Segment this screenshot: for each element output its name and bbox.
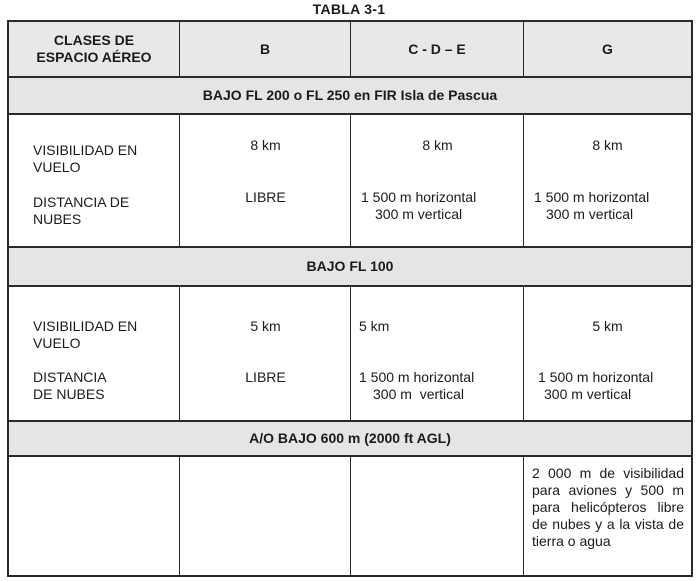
label-cell xyxy=(9,287,180,420)
visibility-value: 5 km xyxy=(359,318,390,334)
cloud-distance-label: DISTANCIA DE NUBES xyxy=(33,194,130,227)
section-band: BAJO FL 100 xyxy=(9,248,691,287)
visibility-note: 2 000 m de visibilidad para aviones y 500 m para helicópteros libre de nubes y a la vista de tierra o agua xyxy=(532,465,684,549)
empty-cell xyxy=(351,457,524,575)
visibility-label: VISIBILIDAD EN VUELO xyxy=(33,318,138,351)
visibility-value: 5 km xyxy=(250,318,281,334)
section-band: A/O BAJO 600 m (2000 ft AGL) xyxy=(9,422,691,457)
table-row xyxy=(9,115,691,248)
visibility-value: 8 km xyxy=(250,137,281,153)
visibility-value: 8 km xyxy=(422,137,453,153)
class-b-cell xyxy=(180,287,351,420)
cloud-distance-value: 1 500 m horizontal 300 m vertical xyxy=(538,369,654,402)
class-g-cell xyxy=(524,287,691,420)
visibility-label: VISIBILIDAD EN VUELO xyxy=(33,142,138,175)
class-cde-cell xyxy=(351,115,524,246)
table-row xyxy=(9,457,691,575)
header-cell-g: G xyxy=(602,40,613,57)
class-g-cell xyxy=(524,457,691,575)
empty-cell xyxy=(180,457,351,575)
table-row xyxy=(9,287,691,422)
header-line: ESPACIO AÉREO xyxy=(36,49,152,65)
header-line: CLASES DE xyxy=(53,32,135,48)
visibility-value: 8 km xyxy=(592,137,623,153)
label-cell xyxy=(9,115,180,246)
table-title: TABLA 3-1 xyxy=(312,1,386,17)
cloud-distance-label: DISTANCIA DE NUBES xyxy=(33,369,107,402)
class-cde-cell xyxy=(351,287,524,420)
class-g-cell xyxy=(524,115,691,246)
cloud-distance-value: LIBRE xyxy=(245,189,286,205)
cloud-distance-value: 1 500 m horizontal 300 m vertical xyxy=(361,189,477,222)
cloud-distance-value: 1 500 m horizontal 300 m vertical xyxy=(534,189,650,222)
header-row xyxy=(9,22,691,78)
class-b-cell xyxy=(180,115,351,246)
cloud-distance-value: 1 500 m horizontal 300 m vertical xyxy=(359,369,475,402)
header-cell-b: B xyxy=(180,22,351,76)
header-cell-airspace-class xyxy=(9,22,180,76)
cloud-distance-value: LIBRE xyxy=(245,369,286,385)
airspace-table xyxy=(7,20,693,577)
visibility-value: 5 km xyxy=(592,318,623,334)
header-cell-cde: C - D – E xyxy=(351,22,524,76)
empty-cell xyxy=(9,457,180,575)
section-band: BAJO FL 200 o FL 250 en FIR Isla de Pascua xyxy=(9,78,691,115)
